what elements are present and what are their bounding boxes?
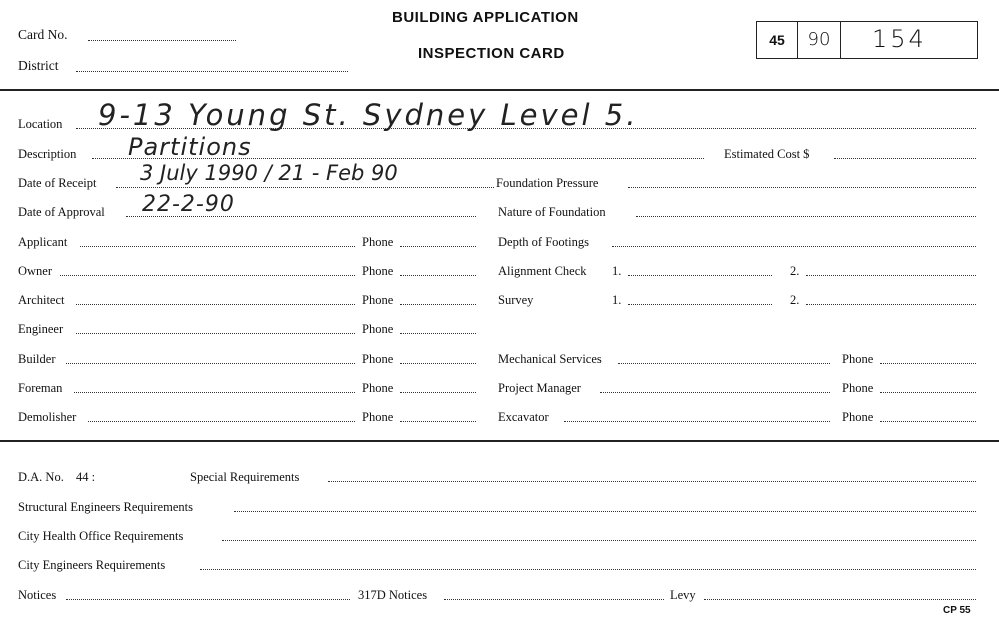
- alignment-item2-label: 2.: [790, 264, 800, 278]
- demolisher-phone-label: Phone: [362, 410, 394, 424]
- survey-item1-label: 1.: [612, 293, 622, 307]
- date-of-approval-label: Date of Approval: [18, 205, 105, 219]
- excavator-field[interactable]: [564, 421, 830, 422]
- notices-317d-field[interactable]: [444, 599, 664, 600]
- form-title-line2: INSPECTION CARD: [418, 45, 565, 62]
- city-engineers-label: City Engineers Requirements: [18, 558, 166, 572]
- card-no-field[interactable]: [88, 40, 236, 41]
- district-label: District: [18, 58, 59, 73]
- estimated-cost-field[interactable]: [834, 158, 976, 159]
- project-manager-field[interactable]: [600, 392, 830, 393]
- applicant-phone-label: Phone: [362, 235, 394, 249]
- date-of-receipt-field[interactable]: [116, 187, 494, 188]
- date-of-receipt-label: Date of Receipt: [18, 176, 97, 190]
- alignment-check-2-field[interactable]: [806, 275, 976, 276]
- alignment-item1-label: 1.: [612, 264, 622, 278]
- excavator-phone-field[interactable]: [880, 421, 976, 422]
- special-requirements-field[interactable]: [328, 481, 976, 482]
- owner-field[interactable]: [60, 275, 355, 276]
- card-number-box: [756, 21, 978, 59]
- survey-1-field[interactable]: [628, 304, 772, 305]
- card-no-label: Card No.: [18, 27, 68, 42]
- project-manager-phone-field[interactable]: [880, 392, 976, 393]
- depth-of-footings-field[interactable]: [612, 246, 976, 247]
- structural-engineers-label: Structural Engineers Requirements: [18, 500, 193, 514]
- survey-item2-label: 2.: [790, 293, 800, 307]
- excavator-phone-label: Phone: [842, 410, 874, 424]
- district-field[interactable]: [76, 71, 348, 72]
- engineer-label: Engineer: [18, 322, 64, 336]
- special-requirements-label: Special Requirements: [190, 470, 300, 484]
- notices-label: Notices: [18, 588, 57, 602]
- demolisher-phone-field[interactable]: [400, 421, 476, 422]
- foreman-label: Foreman: [18, 381, 63, 395]
- survey-2-field[interactable]: [806, 304, 976, 305]
- city-health-field[interactable]: [222, 540, 976, 541]
- form-code: CP 55: [943, 605, 971, 616]
- mechanical-services-label: Mechanical Services: [498, 352, 602, 366]
- nature-of-foundation-label: Nature of Foundation: [498, 205, 606, 219]
- location-label: Location: [18, 117, 63, 131]
- foreman-phone-label: Phone: [362, 381, 394, 395]
- applicant-field[interactable]: [80, 246, 355, 247]
- demolisher-field[interactable]: [88, 421, 355, 422]
- card-number-main: 154: [872, 25, 927, 53]
- engineer-phone-label: Phone: [362, 322, 394, 336]
- foundation-pressure-label: Foundation Pressure: [496, 176, 599, 190]
- builder-field[interactable]: [66, 363, 355, 364]
- owner-label: Owner: [18, 264, 53, 278]
- description-value: Partitions: [128, 133, 252, 161]
- alignment-check-1-field[interactable]: [628, 275, 772, 276]
- architect-phone-field[interactable]: [400, 304, 476, 305]
- demolisher-label: Demolisher: [18, 410, 77, 424]
- project-manager-phone-label: Phone: [842, 381, 874, 395]
- owner-phone-field[interactable]: [400, 275, 476, 276]
- builder-phone-field[interactable]: [400, 363, 476, 364]
- engineer-field[interactable]: [76, 333, 355, 334]
- owner-phone-label: Phone: [362, 264, 394, 278]
- da-no-value: 44 :: [76, 470, 96, 484]
- architect-label: Architect: [18, 293, 65, 307]
- engineer-phone-field[interactable]: [400, 333, 476, 334]
- nature-of-foundation-field[interactable]: [636, 216, 976, 217]
- excavator-label: Excavator: [498, 410, 549, 424]
- survey-label: Survey: [498, 293, 534, 307]
- date-of-approval-value: 22-2-90: [142, 192, 235, 217]
- levy-field[interactable]: [704, 599, 976, 600]
- mechanical-services-field[interactable]: [618, 363, 830, 364]
- project-manager-label: Project Manager: [498, 381, 581, 395]
- foreman-field[interactable]: [74, 392, 355, 393]
- city-engineers-field[interactable]: [200, 569, 976, 570]
- architect-field[interactable]: [76, 304, 355, 305]
- applicant-phone-field[interactable]: [400, 246, 476, 247]
- da-no-label: D.A. No.: [18, 470, 64, 484]
- city-health-label: City Health Office Requirements: [18, 529, 184, 543]
- levy-label: Levy: [670, 588, 696, 602]
- builder-phone-label: Phone: [362, 352, 394, 366]
- estimated-cost-label: Estimated Cost $: [724, 147, 810, 161]
- applicant-label: Applicant: [18, 235, 68, 249]
- card-number-prefix: 45: [757, 22, 798, 58]
- date-of-receipt-value: 3 July 1990 / 21 - Feb 90: [140, 161, 398, 185]
- location-value: 9-13 Young St. Sydney Level 5.: [98, 98, 639, 132]
- mechanical-services-phone-label: Phone: [842, 352, 874, 366]
- middle-divider: [0, 440, 999, 442]
- notices-field[interactable]: [66, 599, 350, 600]
- header-divider: [0, 89, 999, 91]
- mechanical-services-phone-field[interactable]: [880, 363, 976, 364]
- form-title-line1: BUILDING APPLICATION: [392, 9, 579, 26]
- foundation-pressure-field[interactable]: [628, 187, 976, 188]
- description-label: Description: [18, 147, 77, 161]
- foreman-phone-field[interactable]: [400, 392, 476, 393]
- alignment-check-label: Alignment Check: [498, 264, 587, 278]
- depth-of-footings-label: Depth of Footings: [498, 235, 589, 249]
- notices-317d-label: 317D Notices: [358, 588, 428, 602]
- builder-label: Builder: [18, 352, 56, 366]
- structural-engineers-field[interactable]: [234, 511, 976, 512]
- card-number-year: 90: [798, 22, 841, 58]
- architect-phone-label: Phone: [362, 293, 394, 307]
